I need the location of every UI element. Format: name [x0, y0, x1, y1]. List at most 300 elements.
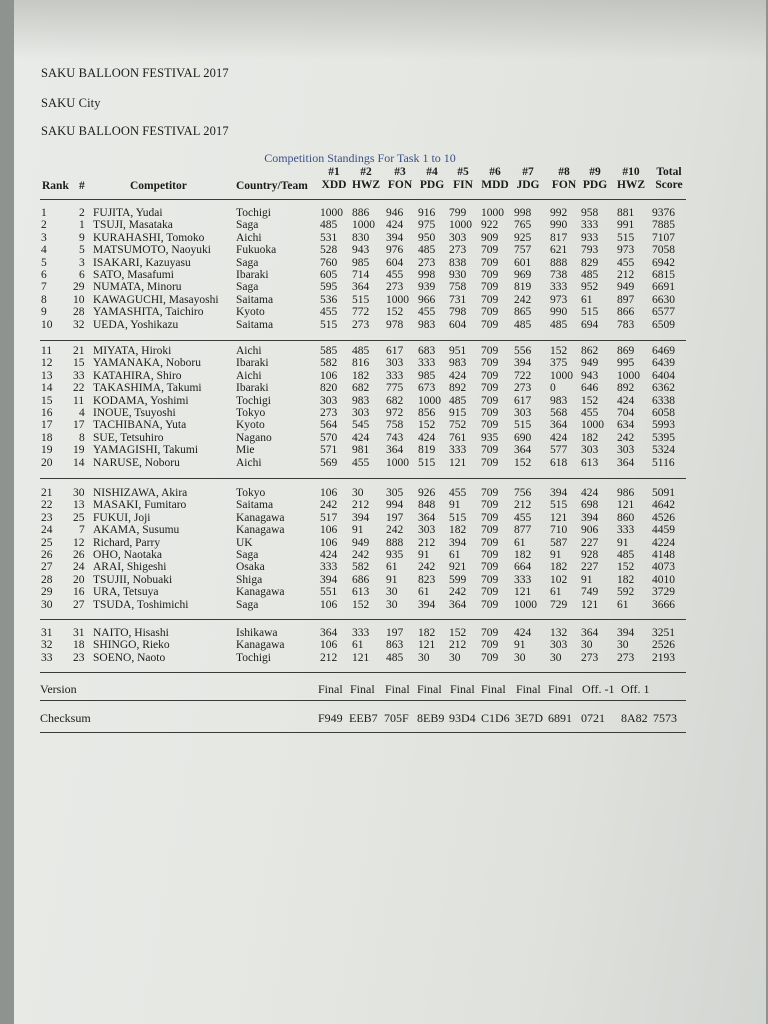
total-score-cell: 7107	[652, 231, 675, 244]
country-cell: Saga	[236, 281, 259, 294]
task-score-cell: 985	[352, 256, 370, 269]
task-score-cell: 364	[449, 598, 467, 611]
task-score-cell: 333	[386, 369, 404, 382]
task-score-cell: 61	[386, 561, 398, 574]
task-score-cell: 709	[481, 444, 499, 457]
task-score-cell: 242	[449, 586, 467, 599]
rank-cell: 17	[41, 419, 53, 432]
col-task-header	[316, 166, 352, 192]
country-cell: Fukuoka	[236, 244, 277, 257]
rank-cell: 31	[41, 627, 53, 639]
table-row	[0, 538, 768, 549]
task-score-cell: 916	[418, 207, 436, 219]
task-score-cell: 394	[449, 536, 467, 549]
task-score-cell: 273	[386, 281, 404, 294]
task-score-cell: 212	[449, 639, 467, 652]
checksum-value: 705F	[384, 711, 409, 725]
competitor-cell: KODAMA, Yoshimi	[93, 394, 189, 407]
total-score-cell: 3251	[652, 627, 675, 639]
task-score-cell: 305	[386, 487, 404, 499]
task-score-cell: 485	[449, 394, 467, 407]
task-score-cell: 709	[481, 357, 499, 370]
task-score-cell: 1000	[418, 394, 441, 407]
task-score-cell: 587	[550, 536, 568, 549]
task-score-cell: 121	[550, 511, 568, 524]
competitor-cell: SUE, Tetsuhiro	[93, 431, 164, 444]
task-score-cell: 743	[386, 431, 404, 444]
table-row	[0, 208, 768, 219]
table-row	[0, 270, 768, 281]
task-score-cell: 106	[320, 487, 338, 499]
rank-cell: 25	[41, 536, 53, 549]
task-score-cell: 799	[449, 207, 467, 219]
task-score-cell: 536	[320, 293, 338, 306]
task-code: FIN	[453, 179, 473, 191]
total-score-cell: 6691	[652, 281, 675, 294]
table-row	[0, 295, 768, 306]
task-score-cell: 709	[481, 369, 499, 382]
country-cell: Ishikawa	[236, 627, 278, 639]
competitor-cell: MATSUMOTO, Naoyuki	[93, 244, 211, 257]
task-score-cell: 333	[550, 281, 568, 294]
task-score-cell: 752	[449, 419, 467, 432]
task-score-cell: 819	[514, 281, 532, 294]
group-rule	[40, 619, 686, 620]
task-score-cell: 545	[352, 419, 370, 432]
task-score-cell: 722	[514, 369, 532, 382]
competitor-cell: UEDA, Yoshikazu	[93, 318, 179, 331]
total-score-cell: 6058	[652, 407, 675, 419]
task-score-cell: 975	[418, 219, 436, 232]
task-score-cell: 333	[581, 219, 599, 232]
task-score-cell: 823	[418, 573, 436, 586]
total-score-cell: 6942	[652, 256, 675, 269]
task-score-cell: 333	[449, 444, 467, 457]
rank-cell: 8	[41, 293, 47, 306]
task-score-cell: 709	[481, 244, 499, 257]
task-score-cell: 709	[481, 549, 499, 561]
country-cell: Tochigi	[236, 394, 271, 407]
task-score-cell: 926	[418, 487, 436, 499]
task-score-cell: 925	[514, 231, 532, 244]
task-score-cell: 424	[418, 431, 436, 444]
task-score-cell: 182	[418, 627, 436, 639]
task-score-cell: 424	[514, 627, 532, 639]
checksum-value: 8EB9	[417, 711, 445, 725]
task-score-cell: 869	[617, 345, 635, 357]
task-score-cell: 61	[449, 549, 461, 561]
task-score-cell: 990	[550, 306, 568, 319]
task-number: #9	[589, 166, 601, 178]
total-score-cell: 7058	[652, 244, 675, 257]
country-cell: Ibaraki	[236, 382, 269, 395]
task-score-cell: 394	[320, 573, 338, 586]
task-score-cell: 571	[320, 444, 338, 457]
task-score-cell: 877	[514, 524, 532, 537]
task-score-cell: 364	[418, 511, 436, 524]
task-score-cell: 182	[550, 561, 568, 574]
col-task-header	[577, 166, 613, 192]
total-score-cell: 3729	[652, 586, 675, 599]
task-score-cell: 935	[481, 431, 499, 444]
rank-cell: 16	[41, 407, 53, 419]
task-number: #10	[622, 166, 640, 178]
task-score-cell: 568	[550, 407, 568, 419]
bib-number-cell: 18	[73, 639, 85, 652]
task-score-cell: 709	[481, 293, 499, 306]
task-score-cell: 915	[449, 407, 467, 419]
task-score-cell: 1000	[449, 219, 472, 232]
task-score-cell: 227	[581, 561, 599, 574]
task-score-cell: 710	[550, 524, 568, 537]
total-score-cell: 5116	[652, 456, 675, 469]
task-score-cell: 273	[514, 382, 532, 395]
competitor-cell: SHINGO, Rieko	[93, 639, 170, 652]
task-score-cell: 709	[481, 573, 499, 586]
task-score-cell: 930	[449, 269, 467, 281]
task-number: #2	[360, 166, 372, 178]
checksum-value: 8A82	[621, 711, 648, 725]
rank-cell: 2	[41, 219, 47, 232]
version-rule	[40, 700, 686, 701]
task-score-cell: 303	[617, 444, 635, 457]
task-score-cell: 30	[581, 639, 593, 652]
country-cell: Tochigi	[236, 207, 271, 219]
table-row	[0, 587, 768, 598]
total-score-cell: 6469	[652, 345, 675, 357]
task-score-cell: 455	[514, 511, 532, 524]
task-score-cell: 303	[449, 231, 467, 244]
table-row	[0, 525, 768, 536]
col-task-header	[445, 166, 481, 192]
task-score-cell: 709	[481, 524, 499, 537]
task-score-cell: 863	[386, 639, 404, 652]
task-score-cell: 709	[481, 394, 499, 407]
task-score-cell: 738	[550, 269, 568, 281]
table-row	[0, 653, 768, 664]
task-score-cell: 303	[550, 639, 568, 652]
version-value: Final	[350, 682, 375, 696]
task-score-cell: 758	[386, 419, 404, 432]
task-score-cell: 985	[418, 369, 436, 382]
table-row	[0, 420, 768, 431]
task-score-cell: 897	[617, 293, 635, 306]
task-score-cell: 394	[418, 598, 436, 611]
task-score-cell: 121	[449, 456, 467, 469]
task-score-cell: 951	[449, 345, 467, 357]
task-score-cell: 709	[481, 561, 499, 574]
task-score-cell: 949	[581, 357, 599, 370]
rank-cell: 1	[41, 207, 47, 219]
header-line-3: SAKU BALLOON FESTIVAL 2017	[41, 124, 229, 138]
competitor-cell: MIYATA, Hiroki	[93, 345, 172, 357]
bib-number-cell: 3	[79, 256, 85, 269]
competitor-cell: TACHIBANA, Yuta	[93, 419, 187, 432]
country-cell: Ibaraki	[236, 357, 269, 370]
task-score-cell: 485	[320, 219, 338, 232]
task-score-cell: 585	[320, 345, 338, 357]
rank-cell: 29	[41, 586, 53, 599]
country-cell: Osaka	[236, 561, 265, 574]
checksum-value: F949	[318, 711, 343, 725]
total-score-cell: 9376	[652, 207, 675, 219]
task-score-cell: 992	[550, 207, 568, 219]
task-score-cell: 983	[352, 394, 370, 407]
table-row	[0, 245, 768, 256]
task-score-cell: 364	[550, 419, 568, 432]
table-row	[0, 371, 768, 382]
task-score-cell: 30	[617, 639, 629, 652]
task-score-cell: 933	[581, 231, 599, 244]
total-score-cell: 2193	[652, 651, 675, 664]
task-score-cell: 30	[449, 651, 461, 664]
bib-number-cell: 22	[73, 382, 85, 395]
bib-number-cell: 5	[79, 244, 85, 257]
country-cell: Tokyo	[236, 407, 266, 419]
table-row	[0, 320, 768, 331]
rank-cell: 10	[41, 318, 53, 331]
task-score-cell: 950	[418, 231, 436, 244]
task-score-cell: 848	[418, 499, 436, 512]
country-cell: Kanagawa	[236, 586, 285, 599]
task-number: #5	[457, 166, 469, 178]
task-score-cell: 212	[320, 651, 338, 664]
task-score-cell: 455	[581, 407, 599, 419]
task-score-cell: 364	[386, 444, 404, 457]
task-score-cell: 1000	[320, 207, 343, 219]
task-score-cell: 966	[418, 293, 436, 306]
task-score-cell: 582	[352, 561, 370, 574]
task-score-cell: 152	[550, 345, 568, 357]
bib-number-cell: 32	[73, 318, 85, 331]
task-code: FON	[387, 179, 413, 191]
rank-cell: 22	[41, 499, 53, 512]
task-score-cell: 30	[352, 487, 364, 499]
competitor-cell: KURAHASHI, Tomoko	[93, 231, 205, 244]
bib-number-cell: 30	[73, 487, 85, 499]
table-row	[0, 282, 768, 293]
country-cell: Saitama	[236, 318, 274, 331]
task-score-cell: 182	[449, 524, 467, 537]
task-score-cell: 765	[514, 219, 532, 232]
task-score-cell: 424	[386, 219, 404, 232]
competitor-cell: NARUSE, Noboru	[93, 456, 180, 469]
task-score-cell: 152	[449, 627, 467, 639]
task-score-cell: 981	[352, 444, 370, 457]
task-score-cell: 106	[320, 369, 338, 382]
task-score-cell: 860	[617, 511, 635, 524]
task-score-cell: 91	[617, 536, 629, 549]
task-code: PDG	[419, 179, 445, 191]
task-score-cell: 952	[581, 281, 599, 294]
task-score-cell: 102	[550, 573, 568, 586]
task-score-cell: 152	[581, 394, 599, 407]
bib-number-cell: 1	[79, 219, 85, 232]
task-score-cell: 364	[514, 444, 532, 457]
task-score-cell: 61	[550, 586, 562, 599]
task-score-cell: 978	[386, 318, 404, 331]
version-value: Final	[481, 682, 506, 696]
task-score-cell: 182	[514, 549, 532, 561]
table-row	[0, 445, 768, 456]
task-score-cell: 969	[514, 269, 532, 281]
bib-number-cell: 7	[79, 524, 85, 537]
bib-number-cell: 25	[73, 511, 85, 524]
table-row	[0, 628, 768, 639]
total-score-cell: 4459	[652, 524, 675, 537]
checksum-value: 7573	[653, 711, 677, 725]
table-row	[0, 562, 768, 573]
task-score-cell: 197	[386, 511, 404, 524]
competitor-cell: FUKUI, Joji	[93, 511, 151, 524]
task-score-cell: 634	[617, 419, 635, 432]
task-score-cell: 91	[581, 573, 593, 586]
task-score-cell: 958	[581, 207, 599, 219]
task-score-cell: 455	[449, 487, 467, 499]
task-score-cell: 152	[617, 561, 635, 574]
bib-number-cell: 27	[73, 598, 85, 611]
rank-cell: 14	[41, 382, 53, 395]
task-score-cell: 303	[320, 394, 338, 407]
rank-cell: 6	[41, 269, 47, 281]
task-score-cell: 922	[481, 219, 499, 232]
task-code: XDD	[321, 179, 347, 191]
task-score-cell: 820	[320, 382, 338, 395]
col-task-header	[613, 166, 649, 192]
rank-cell: 12	[41, 357, 53, 370]
competitor-cell: OHO, Naotaka	[93, 549, 162, 561]
task-score-cell: 582	[320, 357, 338, 370]
rank-cell: 4	[41, 244, 47, 257]
task-score-cell: 303	[581, 444, 599, 457]
total-score-cell: 4642	[652, 499, 675, 512]
task-score-cell: 856	[418, 407, 436, 419]
task-score-cell: 61	[617, 598, 629, 611]
task-score-cell: 928	[581, 549, 599, 561]
version-value: Final	[385, 682, 410, 696]
task-score-cell: 152	[352, 598, 370, 611]
competitor-cell: YAMASHITA, Taichiro	[93, 306, 204, 319]
task-score-cell: 212	[352, 499, 370, 512]
task-score-cell: 749	[581, 586, 599, 599]
task-score-cell: 515	[449, 511, 467, 524]
competitor-cell: ISAKARI, Kazuyasu	[93, 256, 191, 269]
task-score-cell: 515	[320, 318, 338, 331]
task-score-cell: 30	[386, 598, 398, 611]
task-score-cell: 709	[481, 345, 499, 357]
task-score-cell: 106	[320, 524, 338, 537]
version-label: Version	[40, 682, 77, 696]
bib-number-cell: 12	[73, 536, 85, 549]
task-score-cell: 592	[617, 586, 635, 599]
bib-number-cell: 14	[73, 456, 85, 469]
col-competitor-header: Competitor	[130, 180, 187, 192]
total-score-cell: 5993	[652, 419, 675, 432]
task-score-cell: 152	[418, 419, 436, 432]
competitor-cell: SATO, Masafumi	[93, 269, 174, 281]
task-score-cell: 364	[320, 627, 338, 639]
header-rule	[40, 199, 686, 200]
task-score-cell: 683	[418, 345, 436, 357]
task-score-cell: 30	[514, 651, 526, 664]
task-code: FON	[551, 179, 577, 191]
task-score-cell: 515	[352, 293, 370, 306]
task-score-cell: 61	[352, 639, 364, 652]
task-score-cell: 829	[581, 256, 599, 269]
competitor-cell: MASAKI, Fumitaro	[93, 499, 187, 512]
checksum-row	[0, 711, 768, 725]
task-score-cell: 709	[481, 586, 499, 599]
task-score-cell: 983	[449, 357, 467, 370]
country-cell: Saitama	[236, 293, 274, 306]
bib-number-cell: 16	[73, 586, 85, 599]
col-total-header	[649, 166, 689, 192]
version-value: Final	[516, 682, 541, 696]
task-score-cell: 106	[320, 598, 338, 611]
task-score-cell: 455	[386, 269, 404, 281]
task-score-cell: 364	[617, 456, 635, 469]
task-score-cell: 756	[514, 487, 532, 499]
task-score-cell: 394	[617, 627, 635, 639]
task-score-cell: 91	[514, 639, 526, 652]
task-score-cell: 515	[418, 456, 436, 469]
task-score-cell: 121	[352, 651, 370, 664]
task-score-cell: 569	[320, 456, 338, 469]
task-score-cell: 121	[418, 639, 436, 652]
rank-cell: 11	[41, 345, 53, 357]
task-score-cell: 983	[418, 318, 436, 331]
task-score-cell: 61	[514, 536, 526, 549]
standings-title: Competition Standings For Task 1 to 10	[264, 151, 456, 165]
task-score-cell: 91	[386, 573, 398, 586]
task-score-cell: 212	[617, 269, 635, 281]
task-score-cell: 485	[617, 549, 635, 561]
task-code: HWZ	[351, 179, 381, 191]
task-score-cell: 197	[386, 627, 404, 639]
bib-number-cell: 17	[73, 419, 85, 432]
rank-cell: 30	[41, 598, 53, 611]
task-score-cell: 30	[386, 586, 398, 599]
task-score-cell: 949	[352, 536, 370, 549]
competitor-cell: URA, Tetsuya	[93, 586, 159, 599]
task-score-cell: 604	[386, 256, 404, 269]
task-score-cell: 995	[617, 357, 635, 370]
task-score-cell: 888	[386, 536, 404, 549]
total-header-line: Total	[656, 166, 682, 178]
task-score-cell: 303	[418, 524, 436, 537]
total-score-cell: 4526	[652, 511, 675, 524]
task-score-cell: 333	[320, 561, 338, 574]
task-score-cell: 273	[320, 407, 338, 419]
group-rule	[40, 478, 686, 479]
task-score-cell: 816	[352, 357, 370, 370]
task-score-cell: 242	[418, 561, 436, 574]
task-score-cell: 152	[386, 306, 404, 319]
task-score-cell: 1000	[481, 207, 504, 219]
task-score-cell: 212	[514, 499, 532, 512]
task-score-cell: 1000	[514, 598, 537, 611]
col-task-header	[382, 166, 418, 192]
bib-number-cell: 26	[73, 549, 85, 561]
rank-cell: 32	[41, 639, 53, 652]
group-rule	[40, 672, 686, 673]
task-score-cell: 91	[418, 549, 430, 561]
rank-cell: 13	[41, 369, 53, 382]
checksum-rule	[40, 732, 686, 733]
bib-number-cell: 10	[73, 293, 85, 306]
paper-shadow	[14, 0, 766, 60]
task-score-cell: 621	[550, 244, 568, 257]
